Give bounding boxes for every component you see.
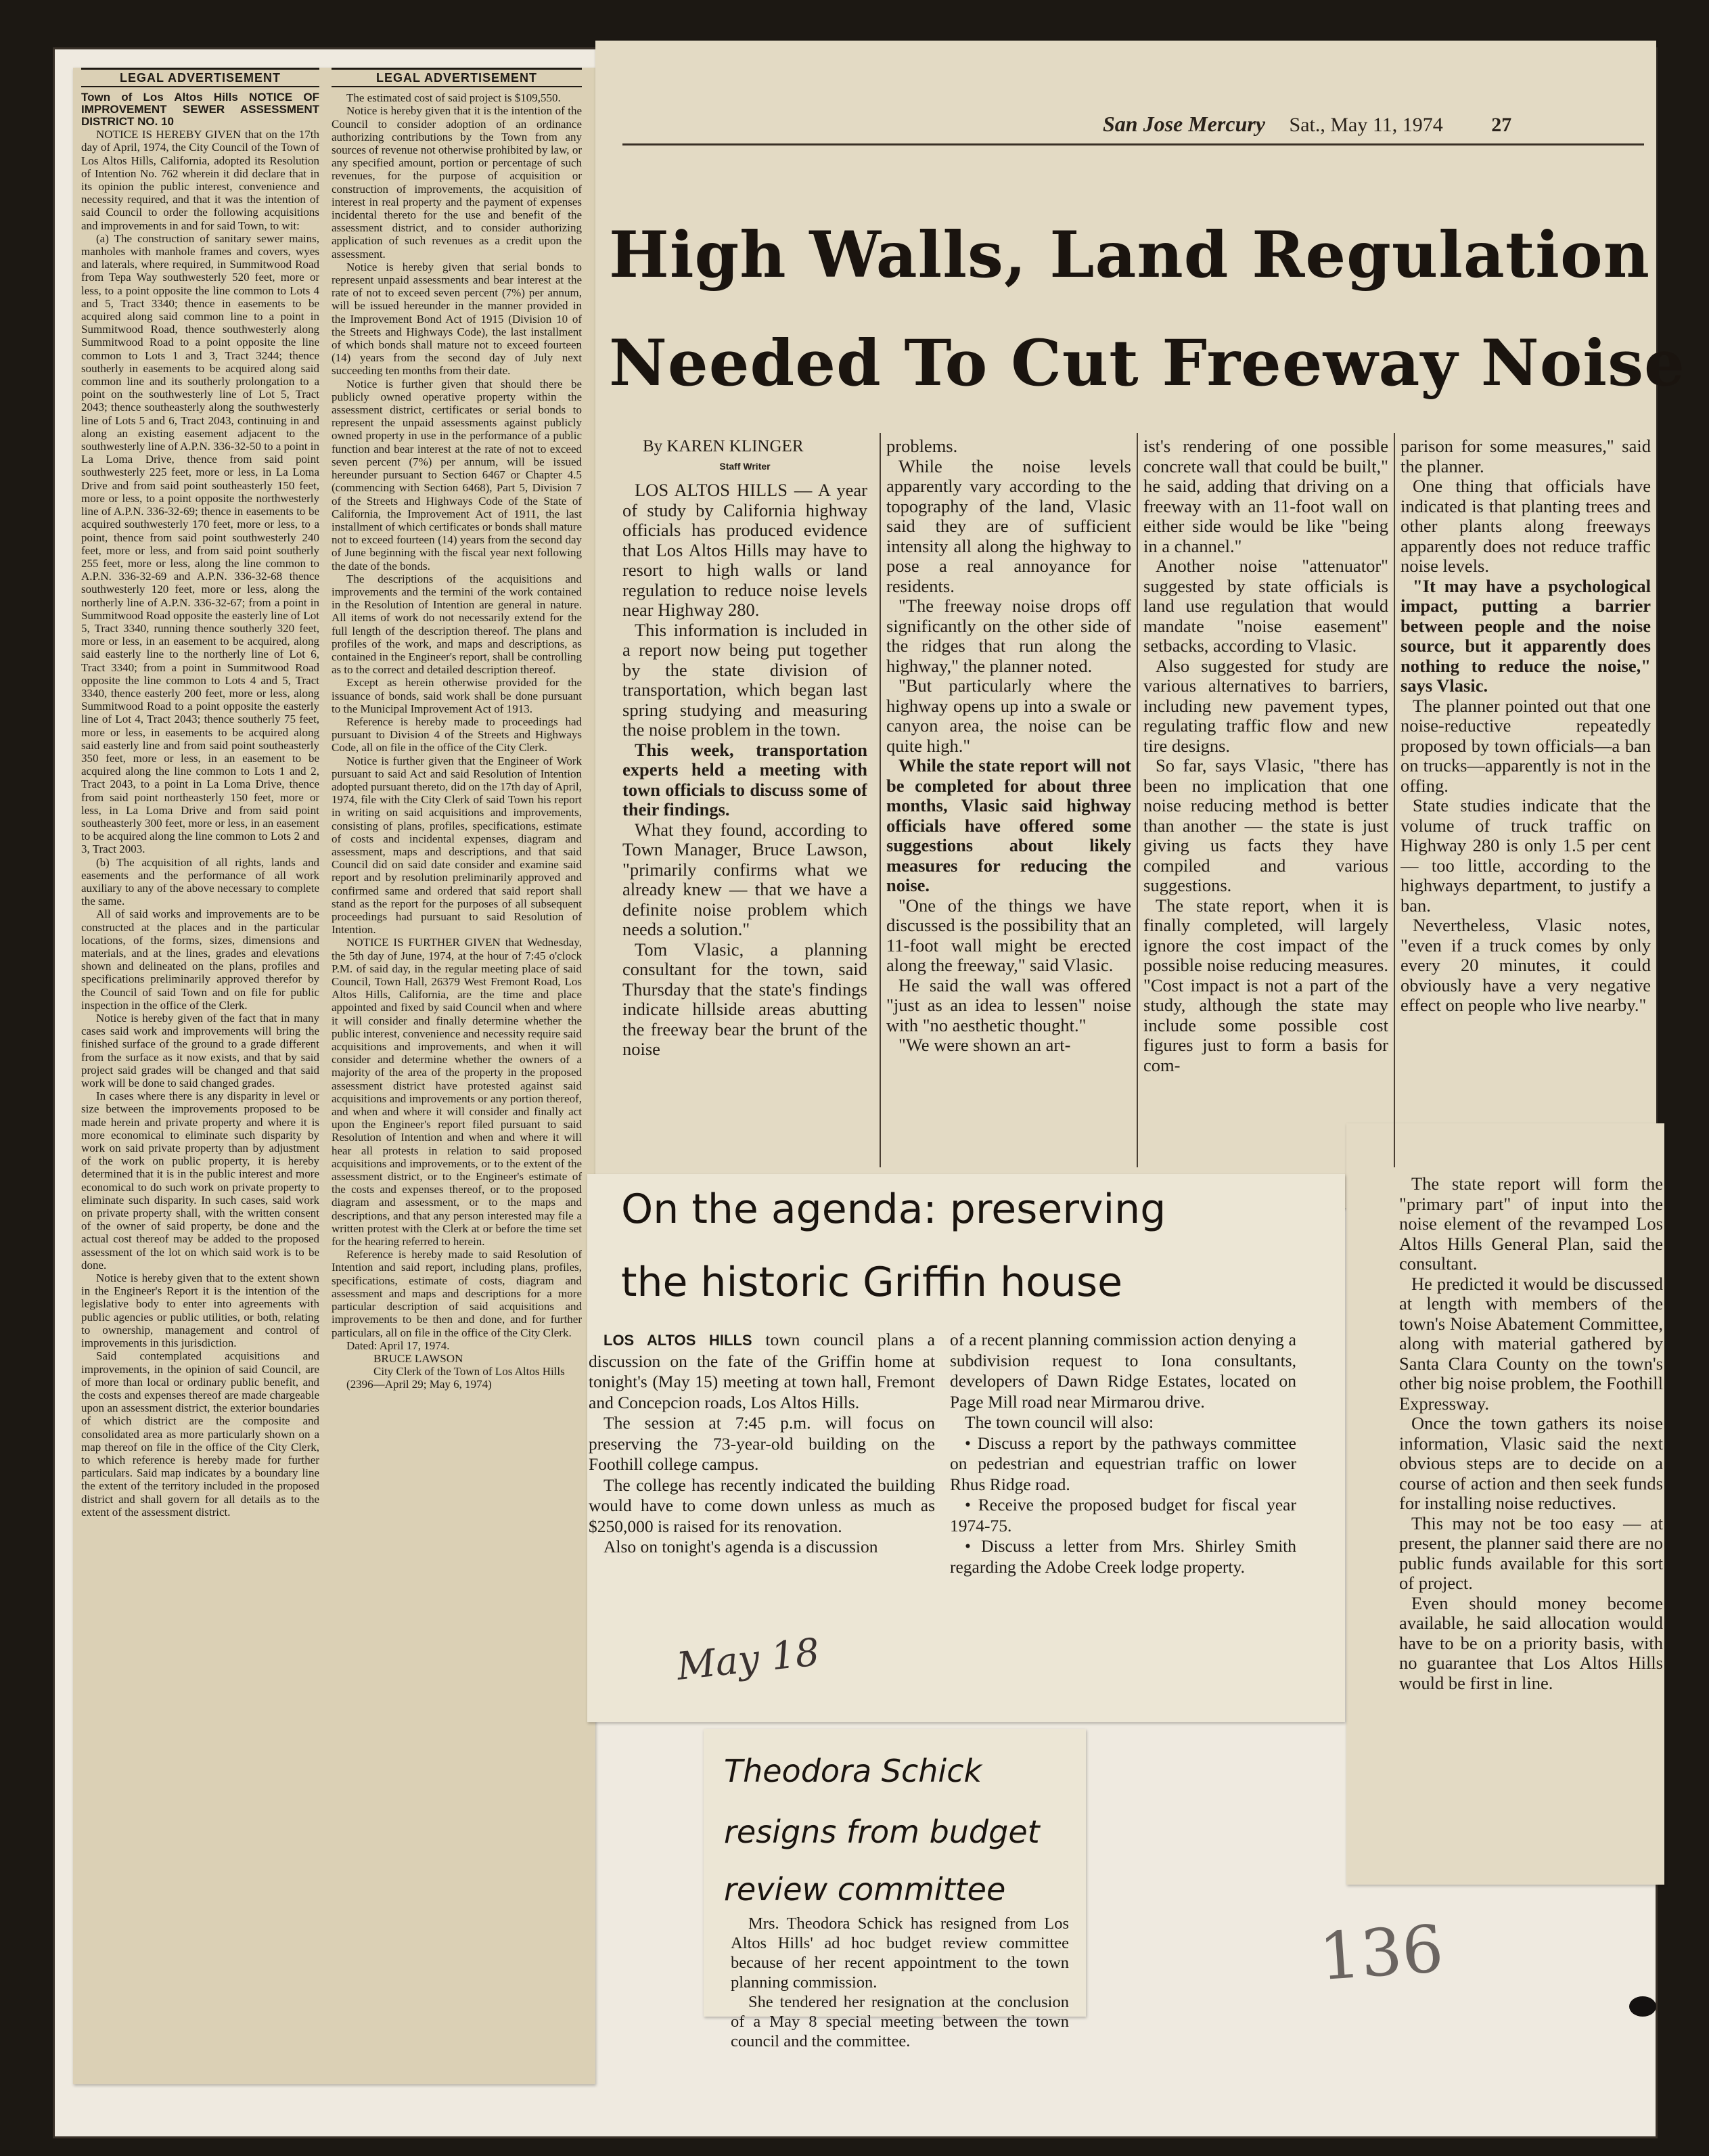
agenda-headline-line-1: On the agenda: preserving — [621, 1186, 1166, 1233]
article-paragraph: State studies indicate that the volume of truck traffic on Highway 280 is only 1.5 per cent — too little, according to the highways department, to justify a ban. — [1400, 795, 1651, 916]
article-paragraph: parison for some measures," said the planner. — [1400, 436, 1651, 476]
legal-paragraph: Notice is further given that the Engineer of Work pursuant to said Act and said Resolution of Intention adopted pursuant thereto, did on the 17th day of April, 1974, file with the City Clerk of said Town his report in writing on said acquisitions and improvements, consisting of plans, profiles, specifications, estimate of costs and incidental expenses, diagram and assessment, maps and descriptions, and that said Council did on said date consider and examine said report and by resolution preliminarily approved and confirmed same and ordered that said report shall stand as the report for the purposes of all subsequent proceedings had pursuant to said Resolution of Intention. — [332, 754, 582, 937]
legal-pub-dates: (2396—April 29; May 6, 1974) — [346, 1378, 492, 1391]
legal-signer-title: City Clerk of the Town of Los Altos Hills — [373, 1365, 565, 1378]
article-paragraph: "It may have a psychological impact, putting a barrier between people and the noise source, but it apparently does nothing to reduce the noise," says Vlasic. — [1400, 575, 1651, 696]
article-paragraph: The planner pointed out that one noise-reductive repeatedly proposed by town officials—a ban on trucks—apparently is not in the offing. — [1400, 695, 1651, 796]
article-paragraph: Also suggested for study are various alternatives to barriers, including new pavement types, regulating traffic flow and new tire designs. — [1143, 655, 1388, 756]
column-rule — [1137, 433, 1138, 1167]
legal-paragraph: Notice is hereby given that to the extent shown in the Engineer's Report it is the intention of the legislative body to enter into agreements with public agencies or public utilities, or both, relating to ownership, management and control of improvements in this jurisdiction. — [81, 1272, 319, 1350]
agenda-paragraph: • Discuss a report by the pathways committee on pedestrian and equestrian traffic on lower Rhus Ridge road. — [950, 1433, 1296, 1494]
article-paragraph: This week, transportation experts held a meeting with town officials to discuss some of their findings. — [622, 739, 867, 819]
byline-role: Staff Writer — [719, 460, 771, 472]
handwritten-page-number: 136 — [1317, 1910, 1446, 1996]
masthead — [1103, 112, 1511, 137]
legal-paragraph: The descriptions of the acquisitions and improvements and the termini of the work contained in the Resolution of Intention are general in nature. All items of work do not necessarily extend for the full length of the description thereof. The plans and profiles of the work, and maps and descriptions, as contained in the Engineer's report, shall be controlling as to the correct and detailed description thereof. — [332, 572, 582, 677]
agenda-paragraph: of a recent planning commission action denying a subdivision request to Iona consultants, developers of Dawn Ridge Estates, located on Page Mill road near Mirmarou drive. — [950, 1330, 1296, 1412]
schick-body — [731, 1914, 1069, 2051]
article-paragraph: He predicted it would be discussed at length with members of the town's Noise Abatement Committee, along with material gathered by Santa Clara County on the town's other big noise problem, the Foothill Expressway. — [1399, 1273, 1663, 1414]
legal-paragraph: Notice is hereby given that serial bonds to represent unpaid assessments and bear interest at the rate of not to exceed seven percent (7%) per annum, will be issued hereunder in the manner provided in the Improvement Bond Act of 1915 (Division 10 of the Streets and Highways Code), the last installment of which bonds shall mature not to exceed fourteen (14) years from the second day of July next succeeding ten months from their date. — [332, 260, 582, 378]
schick-headline-line-3: review committee — [724, 1871, 1006, 1908]
column-rule — [880, 433, 881, 1167]
agenda-paragraph: • Discuss a letter from Mrs. Shirley Smith regarding the Adobe Creek lodge property. — [950, 1536, 1296, 1577]
legal-paragraph: Notice is further given that should there be publicly owned operative property within the assessment district, certificates or serial bonds to represent the unpaid assessments against publicly owned property in use in the performance of a public function and bear interest at the rate of not to exceed seven percent (7%) per annum, will be issued hereunder pursuant to Section 6467 or Chapter 4.5 (commencing with Section 6468), Part 5, Division 7 of the Streets and Highways Code of the State of California, the Improvement Act of 1911, the last installment of which certificates or bonds shall mature not to exceed fourteen (14) years from the second day of June beginning with the fiscal year next following the date of the bonds. — [332, 377, 582, 572]
legal-paragraph: The estimated cost of said project is $109,550. — [346, 91, 561, 105]
article-paragraph: One thing that officials have indicated is that planting trees and other plants along freeways apparently does not reduce traffic noise levels. — [1400, 476, 1651, 576]
schick-paragraph: Mrs. Theodora Schick has resigned from Los Altos Hills' ad hoc budget review committee because of her recent appointment to the town planning commission. — [731, 1914, 1069, 1992]
byline: By KAREN KLINGER — [643, 437, 804, 455]
agenda-paragraph: The college has recently indicated the building would have to come down unless as much as $250,000 is raised for its renovation. — [589, 1475, 935, 1536]
handwritten-date: May 18 — [675, 1630, 822, 1689]
article-paragraph: What they found, according to Town Manager, Bruce Lawson, "primarily confirms what we already knew — that we have a definite noise problem which needs a solution." — [622, 819, 867, 939]
article-paragraph: He said the wall was offered "just as an idea to lessen" noise with "no aesthetic thought." — [886, 974, 1131, 1035]
schick-headline-line-2: resigns from budget — [724, 1814, 1040, 1850]
legal-paragraph: Reference is hereby made to proceedings had pursuant to Division 4 of the Streets and Highways Code, all on file in the office of the City Clerk. — [332, 715, 582, 755]
column-rule — [1394, 433, 1395, 1167]
article-headline-line-2: Needed To Cut Freeway Noise — [609, 326, 1685, 401]
legal-signature-block — [346, 1339, 582, 1391]
legal-paragraph: In cases where there is any disparity in level or size between the improvements proposed to be made herein and private property and where it is more economical to eliminate such disparity by work on said private property than by adjustment of the work on public property, it is hereby determined that it is in the public interest and more economical to do such work on private property to eliminate such disparity. In such cases, said work on private property shall, with the written consent of the owner of said property, be done and the actual cost thereof may be added to the proposed assessment of the lot on which said work is to be done. — [81, 1090, 319, 1272]
agenda-paragraph: Also on tonight's agenda is a discussion — [603, 1537, 878, 1556]
article-continuation — [1399, 1174, 1663, 1878]
legal-header: LEGAL ADVERTISEMENT — [332, 68, 582, 87]
legal-paragraph: NOTICE IS HEREBY GIVEN that on the 17th day of April, 1974, the City Council of the Town of Los Altos Hills, California, adopted its Resolution of Intention No. 762 wherein it did declare that in its opinion the public interest, convenience and necessity required, and that it was the intention of said Council to order the following acquisitions and improvements in and for said Town, to wit: — [81, 128, 319, 232]
article-paragraph: This information is included in a report now being put together by the state division of transportation, which began last spring studying and measuring the noise problem in the town. — [622, 619, 867, 740]
agenda-column-2 — [950, 1330, 1296, 1577]
legal-paragraph: NOTICE IS FURTHER GIVEN that Wednesday, the 5th day of June, 1974, at the hour of 7:45 o'clock P.M. of said day, in the regular meeting place of said Council, Town Hall, 26379 West Fremont Road, Los Altos Hills, California, are the time and place appointed and fixed by said Council when and where it will consider and finally determine whether the public interest, convenience and necessity require said acquisitions and improvements, and when it will consider and determine whether the owners of a majority of the area of the property in the proposed assessment district have protested against said acquisitions and improvements or any portion thereof, and when and where it will consider and finally act upon the Engineer's report filed pursuant to said Resolution of Intention and when and where it will hear all protests in relation to said proposed acquisitions and improvements, or to the extent of the assessment district, or to the Engineer's estimate of the costs and expenses thereof, or to the proposed diagram and assessment, or to the maps and descriptions, and that any person interested may file a written protest with the Clerk at or before the time set for the hearing referred to herein. — [332, 936, 582, 1249]
newspaper-name: San Jose Mercury — [1103, 112, 1266, 136]
article-column-1 — [622, 436, 867, 1167]
article-paragraph: While the noise levels apparently vary according to the topography of the land, Vlasic said they are of sufficient intensity all along the highway to pose a real annoyance for residents. — [886, 455, 1131, 596]
agenda-column-1 — [589, 1330, 935, 1558]
legal-advertisement-clipping — [73, 68, 595, 2084]
legal-paragraph: (b) The acquisition of all rights, lands and easements and the performance of all work auxiliary to any of the above necessary to complete the same. — [81, 855, 319, 908]
article-paragraph: problems. — [886, 436, 958, 456]
legal-column-2 — [332, 68, 582, 1391]
article-paragraph: The state report will form the "primary part" of input into the noise element of the revamped Los Altos Hills General Plan, said the consultant. — [1399, 1174, 1663, 1274]
agenda-paragraph: The town council will also: — [965, 1412, 1154, 1432]
agenda-paragraph: • Receive the proposed budget for fiscal year 1974-75. — [950, 1495, 1296, 1535]
legal-paragraph: Notice is hereby given that it is the intention of the Council to consider adoption of an ordinance authorizing contributions by the Town from any sources of revenue not otherwise prohibited by law, or any specified amount, portion or percentage of such revenues, for the purpose of acquisition or construction of improvements, the acquisition of interest in real property and the payment of expenses incidental thereto for the use and benefit of the assessment district, and to consider authorizing application of such revenues as a credit upon the assessment. — [332, 104, 582, 261]
legal-notice-title: Town of Los Altos Hills NOTICE OF IMPROVEMENT SEWER ASSESSMENT DISTRICT NO. 10 — [81, 91, 319, 129]
article-paragraph: "The freeway noise drops off significantly on the other side of the ridges that run along the highway," the planner noted. — [886, 596, 1131, 676]
article-column-2 — [886, 436, 1131, 1167]
legal-paragraph: Said contemplated acquisitions and improvements, in the opinion of said Council, are of more than local or ordinary public benefit, and the costs and expenses thereof are made chargeable upon an assessment district, the exterior boundaries of which district are the composite and consolidated area as more particularly shown on a map thereof on file in the office of the City Clerk, to which reference is hereby made for further particulars. Said map indicates by a boundary line the extent of the territory included in the proposed district and shall govern for all details as to the extent of the assessment district. — [81, 1349, 319, 1519]
article-paragraph: Even should money become available, he said allocation would have to be on a priority basis, with no guarantee that Los Altos Hills would be first in line. — [1399, 1592, 1663, 1693]
article-paragraph: LOS ALTOS HILLS — A year of study by California highway officials has produced evidence that Los Altos Hills may have to resort to high walls or land regulation to reduce noise levels near Highway 280. — [622, 480, 867, 620]
legal-paragraph: Except as herein otherwise provided for the issuance of bonds, said work shall be done pursuant to the Municipal Improvement Act of 1913. — [332, 676, 582, 715]
issue-date: Sat., May 11, 1974 — [1289, 114, 1443, 136]
article-paragraph: While the state report will not be completed for about three months, Vlasic said highway officials have offered some suggestions about likely measures for reducing the noise. — [886, 755, 1131, 895]
article-paragraph: Another noise "attenuator" suggested by state officials is land use regulation that would mandate "noise easement" setbacks, according to Vlasic. — [1143, 556, 1388, 656]
article-paragraph: Once the town gathers its noise information, Vlasic said the next obvious steps are to decide on a course of action and then seek funds for installing noise reductives. — [1399, 1413, 1663, 1513]
agenda-paragraph: The session at 7:45 p.m. will focus on preserving the 73-year-old building on the Foothill college campus. — [589, 1413, 935, 1474]
article-paragraph: Nevertheless, Vlasic notes, "even if a truck comes by only every 20 minutes, it could obviously have a very negative effect on people who live nearby." — [1400, 915, 1651, 1015]
article-paragraph: "One of the things we have discussed is the possibility that an 11-foot wall might be erected along the freeway," said Vlasic. — [886, 895, 1131, 975]
legal-paragraph: Notice is hereby given of the fact that in many cases said work and improvements will bring the finished surface of the ground to a grade different from the surface as it now exists, and that by said project said grades will be changed and that said work will be done to said changed grades. — [81, 1012, 319, 1090]
schick-paragraph: She tendered her resignation at the conclusion of a May 8 special meeting between the town council and the committee. — [731, 1993, 1069, 2050]
agenda-lead: LOS ALTOS HILLS — [603, 1332, 752, 1349]
article-column-4 — [1400, 436, 1651, 1147]
agenda-headline-line-2: the historic Griffin house — [621, 1259, 1123, 1306]
legal-paragraph: (a) The construction of sanitary sewer mains, manholes with manhole frames and covers, wyes and laterals, where required, in Summitwood Road from Tepa Way southwesterly 520 feet, more or less, to a point opposite the line common to Lots 4 and 5, Tract 3340; thence in easements to be acquired along said common line to a point in Summitwood Road, thence southwesterly along Summitwood Road to a point opposite the line common to Lots 1 and 3, Tract 3244; thence southerly in easements to be acquired along said common line and its southerly prolongation to a point on the southwesterly line of Lot 5, Tract 2043; thence southeasterly along the southwesterly line of Lots 5 and 6, Tract 2043, continuing in and along an existing easement adjacent to the southwesterly line of A.P.N. 336-32-50 to a point in La Loma Drive, thence from said point southwesterly 225 feet, more or less, in La Loma Drive and from said point southeasterly 150 feet, more or less, to a point opposite the northwesterly line of A.P.N. 336-32-69; thence in easements to be acquired southwesterly 170 feet, more or less, to a point, thence from said point southwesterly 240 feet, more or less, and from said point southerly 255 feet, more or less, along the line common to A.P.N. 336-32-69 and A.P.N. 336-32-68 thence southwesterly 120 feet, more or less, along the northerly line of A.P.N. 336-32-67; from a point in Summitwood Road opposite the easterly line of Lot 5, Tract 3340, running thence southerly 320 feet, more or less, in an easement to be acquired, along said easterly line to the northerly line of Lot 6, Tract 3340; from a point in Summitwood Road opposite the line common to Lots 4 and 5, Tract 3340, thence easterly 200 feet, more or less, along Summitwood Road to a point opposite the easterly line of Lot 4, Tract 2043; thence southerly 75 feet, more or less, in easements to be acquired along said easterly line and from said point southeasterly 350 feet, more or less, in an easement to be acquired along the line common to Lots 1 and 2, Tract 2043, to a point in La Loma Drive, thence from said point northeasterly 150 feet, more or less, in La Loma Drive and from said point southeasterly 300 feet, more or less, in an easement to be acquired along the line common to Lots 2 and 3, Tract 2003. — [81, 231, 319, 856]
legal-column-1 — [81, 68, 319, 1519]
article-paragraph: Tom Vlasic, a planning consultant for the town, said Thursday that the state's findings indicate hillside areas abutting the freeway bear the brunt of the noise — [622, 939, 867, 1059]
legal-signer: BRUCE LAWSON — [373, 1351, 463, 1365]
page-number: 27 — [1491, 114, 1512, 136]
article-paragraph: The state report, when it is finally completed, will largely ignore the cost impact of the possible noise reducing measures. "Cost impact is not a part of the study, although the state may include some possible cost figures just to form a basis for com- — [1143, 895, 1388, 1075]
article-paragraph: ist's rendering of one possible concrete wall that could be built," he said, adding that driving on a freeway with an 11-foot wall on either side would be like "being in a channel." — [1143, 436, 1388, 556]
legal-header: LEGAL ADVERTISEMENT — [81, 68, 319, 87]
masthead-rule — [622, 143, 1644, 145]
article-paragraph: This may not be too easy — at present, the planner said there are no public funds available for this sort of project. — [1399, 1512, 1663, 1593]
article-paragraph: So far, says Vlasic, "there has been no implication that one noise reducing method is better than another — the state is just giving us facts they have compiled and various suggestions. — [1143, 755, 1388, 895]
schick-headline-line-1: Theodora Schick — [724, 1753, 982, 1789]
article-column-3 — [1143, 436, 1388, 1167]
article-headline-line-1: High Walls, Land Regulation — [609, 218, 1650, 292]
article-paragraph: "We were shown an art- — [898, 1035, 1071, 1055]
legal-paragraph: Reference is hereby made to said Resolution of Intention and said report, including plans, profiles, specifications, estimate of costs, diagram and assessment and maps and descriptions for a more particular description of said acquisitions and improvements to be then and done, and for further particulars, all on file in the office of the City Clerk. — [332, 1248, 582, 1339]
article-paragraph: "But particularly where the highway opens up into a swale or canyon area, the noise can be quite high." — [886, 675, 1131, 756]
binder-hole — [1629, 1996, 1656, 2017]
agenda-lead-text: town council plans a discussion on the fate of the Griffin home at tonight's (May 15) meeting at town hall, Fremont and Concepcion roads, Los Altos Hills. — [589, 1330, 936, 1412]
legal-dated: Dated: April 17, 1974. — [346, 1339, 450, 1352]
legal-paragraph: All of said works and improvements are to be constructed at the places and in the particular locations, of the forms, sizes, dimensions and materials, and at the lines, grades and elevations shown and delineated on the plans, profiles and specifications preliminarily approved therefor by the Council of said Town and on file for public inspection in the office of the Clerk. — [81, 907, 319, 1012]
